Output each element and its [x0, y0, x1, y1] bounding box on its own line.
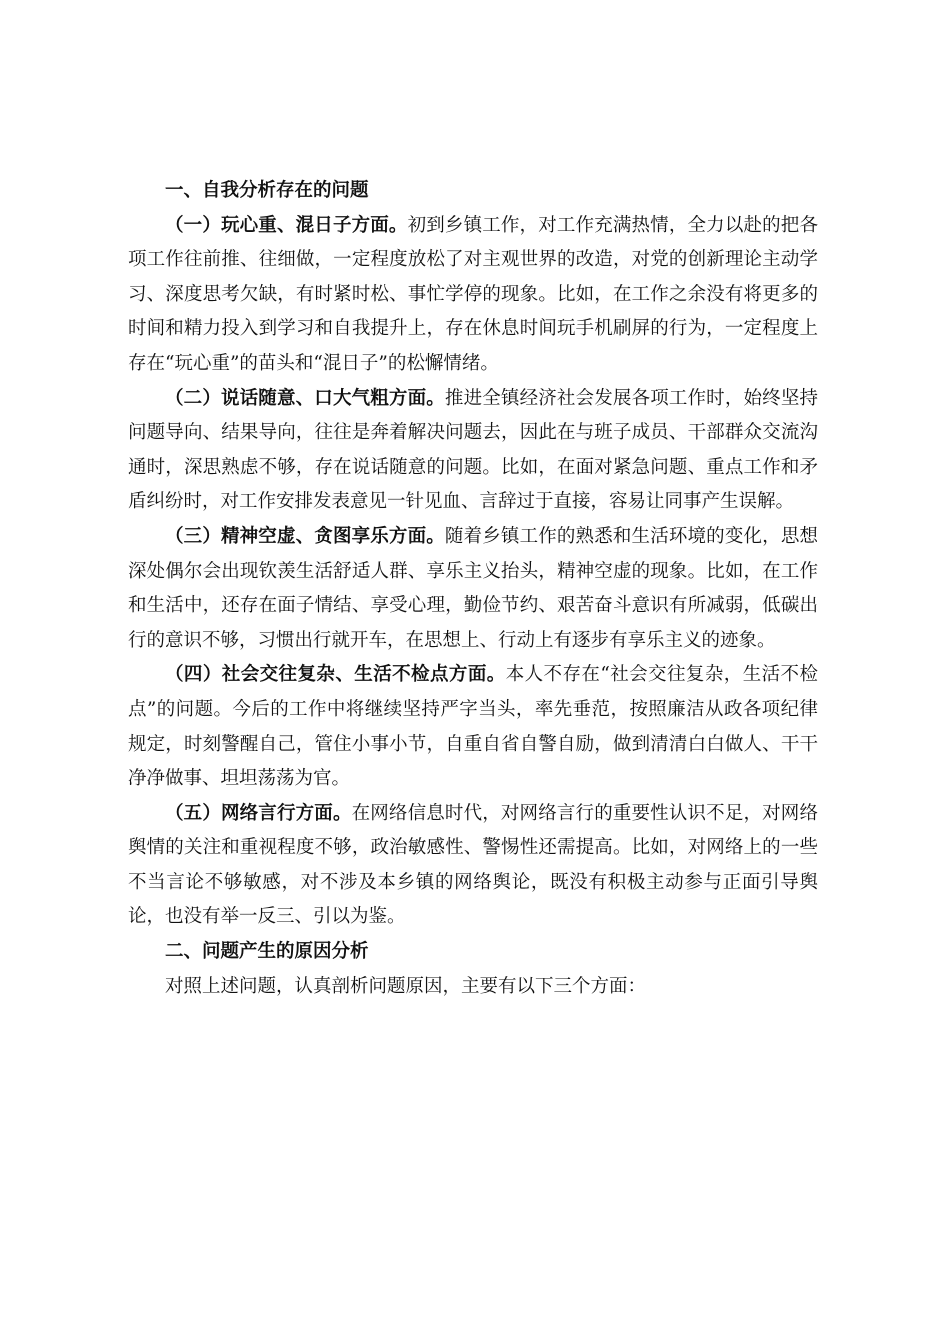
paragraph-text: 在网络信息时代，对网络言行的重要性认识不足，对网络舆情的关注和重视程度不够，政治敏感性、警惕性还需提高。比如，对网络上的一些不当言论不够敏感，对不涉及本乡镇的网络舆论，既没有积极主动参与正面引导舆论，也没有举一反三、引以为鉴。	[128, 802, 818, 928]
paragraph-item-5	[128, 797, 818, 935]
paragraph-text: 本人不存在“社会交往复杂，生活不检点”的问题。今后的工作中将继续坚持严字当头，率先垂范，按照廉洁从政各项纪律规定，时刻警醒自己，管住小事小节，自重自省自警自励，做到清清白白做人、干干净净做事、坦坦荡荡为官。	[128, 664, 818, 790]
document-body	[128, 174, 818, 1004]
paragraph-lead: （五）网络言行方面。	[165, 802, 352, 824]
paragraph-text: 初到乡镇工作，对工作充满热情，全力以赴的把各项工作往前推、往细做，一定程度放松了对主观世界的改造，对党的创新理论主动学习、深度思考欠缺，有时紧时松、事忙学停的现象。比如，在工作之余没有将更多的时间和精力投入到学习和自我提升上，存在休息时间玩手机刷屏的行为，一定程度上存在“玩心重”的苗头和“混日子”的松懈情绪。	[128, 214, 818, 374]
paragraph-item-1	[128, 209, 818, 382]
paragraph-lead: （三）精神空虚、贪图享乐方面。	[165, 525, 445, 547]
paragraph-text: 推进全镇经济社会发展各项工作时，始终坚持问题导向、结果导向，往往是奔着解决问题去，因此在与班子成员、干部群众交流沟通时，深思熟虑不够，存在说话随意的问题。比如，在面对紧急问题、重点工作和矛盾纠纷时，对工作安排发表意见一针见血、言辞过于直接，容易让同事产生误解。	[128, 387, 818, 513]
paragraph-item-4	[128, 658, 818, 796]
paragraph-lead: （二）说话随意、口大气粗方面。	[165, 387, 445, 409]
section-heading-1: 一、自我分析存在的问题	[165, 180, 369, 201]
paragraph-lead: （四）社会交往复杂、生活不检点方面。	[165, 664, 506, 686]
section-heading-2: 二、问题产生的原因分析	[165, 941, 369, 963]
section-intro: 对照上述问题，认真剖析问题原因，主要有以下三个方面：	[165, 975, 647, 997]
paragraph-item-3	[128, 520, 818, 658]
paragraph-item-2	[128, 382, 818, 520]
paragraph-lead: （一）玩心重、混日子方面。	[165, 214, 408, 236]
paragraph-text: 随着乡镇工作的熟悉和生活环境的变化，思想深处偶尔会出现钦羡生活舒适人群、享乐主义抬头，精神空虚的现象。比如，在工作和生活中，还存在面子情结、享受心理，勤俭节约、艰苦奋斗意识有所减弱，低碳出行的意识不够，习惯出行就开车，在思想上、行动上有逐步有享乐主义的迹象。	[128, 525, 818, 651]
